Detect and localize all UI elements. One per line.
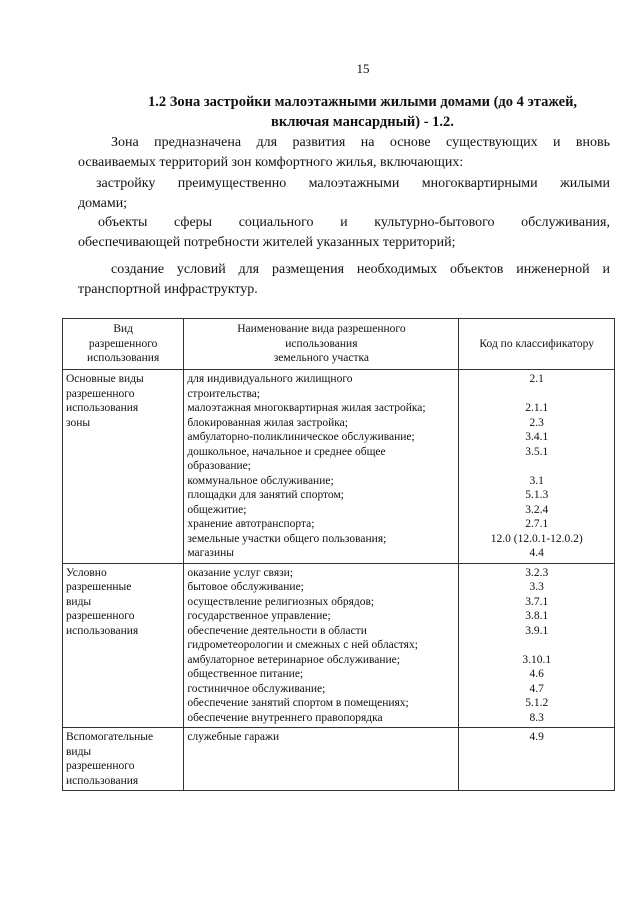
- use-item: блокированная жилая застройка;: [187, 416, 348, 429]
- paragraph-line: Зона предназначена для развития на основе существующих и вновь: [111, 135, 610, 150]
- use-item: хранение автотранспорта;: [187, 518, 315, 530]
- code-list: [459, 370, 615, 564]
- classifier-code: 4.4: [529, 547, 544, 559]
- use-item: служебные гаражи: [187, 731, 280, 743]
- use-item: гостиничное обслуживание;: [187, 682, 326, 695]
- use-item: бытовое обслуживание;: [187, 581, 304, 593]
- classifier-code: 12.0 (12.0.1-12.0.2): [490, 532, 583, 545]
- section-heading: [78, 92, 640, 132]
- table-row: [63, 563, 615, 728]
- classifier-code: 4.9: [529, 731, 544, 743]
- paragraph-line: создание условий для размещения необходимых объектов инженерной и: [111, 262, 610, 277]
- classifier-code: 3.2.4: [525, 503, 549, 516]
- table-row: [63, 728, 615, 791]
- classifier-code: 3.7.1: [525, 595, 549, 608]
- use-item: общественное питание;: [187, 668, 304, 680]
- use-item: дошкольное, начальное и среднее общее: [187, 445, 386, 458]
- header-classifier-code: Код по классификатору: [459, 319, 615, 370]
- classifier-code: 5.1.3: [525, 489, 549, 501]
- classifier-code: 2.3: [529, 416, 544, 429]
- use-item: образование;: [187, 460, 251, 472]
- classifier-code: 5.1.2: [525, 697, 549, 709]
- classifier-code: 3.9.1: [525, 624, 549, 637]
- use-list: [184, 370, 459, 564]
- classifier-code: 3.10.1: [522, 653, 552, 666]
- use-item: обеспечение занятий спортом в помещениях;: [187, 697, 409, 709]
- paragraph-line: осваиваемых территорий зон комфортного жилья, включающих:: [78, 154, 464, 170]
- classifier-code: 3.2.3: [525, 566, 549, 579]
- code-list: [459, 728, 615, 791]
- paragraph-line: объекты сферы социального и культурно-бытового обслуживания,: [98, 215, 610, 230]
- use-item: гидрометеорологии и смежных с ней областях;: [187, 639, 418, 651]
- classifier-code: 3.1: [529, 474, 544, 487]
- use-item: земельные участки общего пользования;: [187, 532, 387, 545]
- use-item: коммунальное обслуживание;: [187, 474, 334, 487]
- classifier-code: 8.3: [529, 711, 544, 724]
- use-category: Основные виды разрешенного использования зоны: [63, 370, 184, 564]
- classifier-code: [462, 459, 611, 474]
- classifier-code: 3.5.1: [525, 445, 549, 458]
- use-category: Условно разрешенные виды разрешенного использования: [63, 563, 184, 728]
- paragraph-infrastructure: [78, 260, 610, 299]
- table-header-row: [63, 319, 615, 370]
- classifier-code: 3.3: [529, 581, 544, 593]
- paragraph-line: застройку преимущественно малоэтажными многоквартирными жилыми: [96, 176, 610, 191]
- paragraph-lowrise-housing: [78, 174, 610, 213]
- paragraph-line: домами;: [78, 195, 128, 211]
- paragraph-line: транспортной инфраструктур.: [78, 281, 258, 297]
- use-category: Вспомогательные виды разрешенного использования: [63, 728, 184, 791]
- classifier-code: [462, 387, 611, 402]
- paragraph-line: обеспечивающей потребности жителей указанных территорий;: [78, 234, 456, 250]
- use-item: амбулаторно-поликлиническое обслуживание;: [187, 431, 415, 443]
- use-item: для индивидуального жилищного: [187, 373, 353, 385]
- header-use-name: Наименование вида разрешенного использования земельного участка: [184, 319, 459, 370]
- classifier-code: 2.1.1: [525, 402, 549, 414]
- classifier-code: 2.1: [529, 373, 544, 385]
- classifier-code: 2.7.1: [525, 518, 549, 530]
- classifier-code: 3.4.1: [525, 431, 549, 443]
- use-list: [184, 728, 459, 791]
- use-item: общежитие;: [187, 503, 247, 516]
- code-list: [459, 563, 615, 728]
- use-item: обеспечение внутреннего правопорядка: [187, 711, 383, 724]
- use-list: [184, 563, 459, 728]
- classifier-code: 3.8.1: [525, 610, 549, 622]
- use-item: государственное управление;: [187, 610, 331, 622]
- heading-line-1: 1.2 Зона застройки малоэтажными жилыми домами (до 4 этажей,: [147, 94, 578, 110]
- paragraph-zone-purpose: [78, 133, 610, 172]
- classifier-code: [462, 638, 611, 653]
- use-item: магазины: [187, 547, 235, 559]
- use-item: строительства;: [187, 387, 261, 400]
- use-item: осуществление религиозных обрядов;: [187, 595, 375, 608]
- classifier-code: 4.7: [529, 682, 544, 695]
- classifier-code: 4.6: [529, 668, 544, 680]
- paragraph-social-objects: [78, 213, 610, 252]
- use-item: малоэтажная многоквартирная жилая застройка;: [187, 402, 426, 414]
- use-item: амбулаторное ветеринарное обслуживание;: [187, 653, 400, 666]
- page-number: 15: [356, 61, 370, 76]
- permitted-use-table: [62, 318, 615, 791]
- table-row: [63, 370, 615, 564]
- heading-line-2: включая мансардный) - 1.2.: [271, 114, 454, 130]
- use-item: оказание услуг связи;: [187, 566, 294, 579]
- use-item: площадки для занятий спортом;: [187, 489, 344, 501]
- header-use-type: Вид разрешенного использования: [63, 319, 184, 370]
- use-item: обеспечение деятельности в области: [187, 624, 367, 637]
